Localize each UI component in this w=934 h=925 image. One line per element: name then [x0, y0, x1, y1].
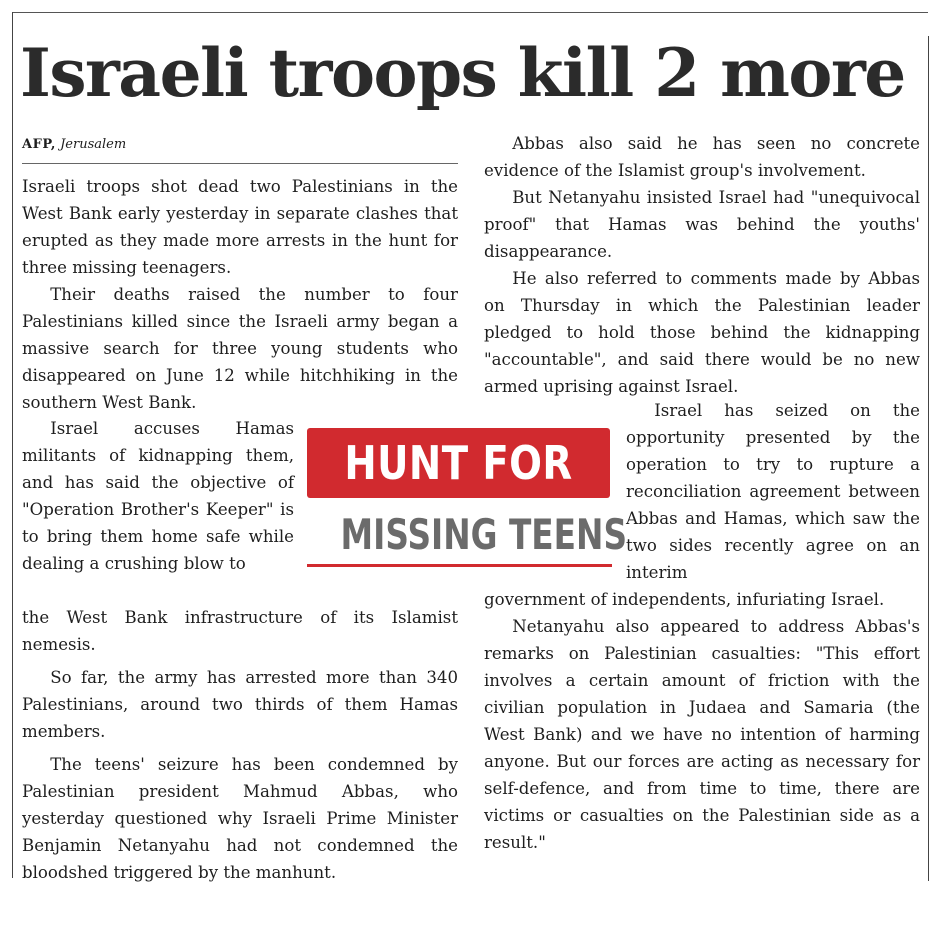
paragraph: Abbas also said he has seen no concrete evidence of the Islamist group's involvement. [484, 134, 920, 180]
byline-place: Jerusalem [60, 137, 127, 152]
right-border-rule [928, 36, 929, 881]
byline [22, 135, 126, 155]
column-1-bottom [22, 604, 458, 886]
byline-divider [22, 163, 458, 164]
left-border-rule [12, 12, 13, 878]
headline: Israeli troops kill 2 more [20, 34, 905, 112]
callout-subtitle: MISSING TEENS [340, 510, 628, 559]
column-2-wrap [626, 397, 920, 586]
paragraph: But Netanyahu insisted Israel had "unequivocal proof" that Hamas was behind the youths' disappearance. [484, 188, 920, 261]
callout-underline [307, 564, 612, 567]
paragraph: Israeli troops shot dead two Palestinians in the West Bank early yesterday in separate clashes that erupted as they made more arrests in the hunt for three missing teenagers. [22, 177, 458, 277]
pull-quote-callout [307, 428, 628, 568]
paragraph: The teens' seizure has been condemned by Palestinian president Mahmud Abbas, who yesterday questioned why Israeli Prime Minister Benjamin Netanyahu had not condemned the bloodshed triggered by the manhunt. [22, 755, 458, 882]
byline-agency: AFP, [22, 137, 56, 152]
paragraph: So far, the army has arrested more than 340 Palestinians, around two thirds of them Hamas members. [22, 668, 458, 741]
column-1-wrap [22, 415, 294, 577]
paragraph: Netanyahu also appeared to address Abbas's remarks on Palestinian casualties: "This effort involves a certain amount of friction with the civilian population in Judaea and Samaria (the West Bank) and we have no intention of harming anyone. But our forces are acting as necessary for self-defence, and from time to time, there are victims or casualties on the Palestinian side as a result." [484, 617, 920, 852]
column-2-bottom [484, 586, 920, 856]
column-2-top [484, 130, 920, 400]
paragraph: Israel has seized on the opportunity presented by the operation to try to rupture a reconciliation agreement between Abbas and Hamas, which saw the two sides recently agree on an interim [626, 401, 920, 582]
paragraph: Their deaths raised the number to four Palestinians killed since the Israeli army began a massive search for three young students who disappeared on June 12 while hitchhiking in the southern West Bank. [22, 285, 458, 412]
callout-title: HUNT FOR [344, 436, 573, 490]
paragraph-continued: government of independents, infuriating Israel. [484, 590, 885, 609]
paragraph-continued: the West Bank infrastructure of its Islamist nemesis. [22, 608, 458, 654]
paragraph: Israel accuses Hamas militants of kidnapping them, and has said the objective of "Operation Brother's Keeper" is to bring them home safe while dealing a crushing blow to [22, 419, 294, 573]
column-1-top [22, 173, 458, 416]
top-border-rule [12, 12, 928, 13]
paragraph: He also referred to comments made by Abbas on Thursday in which the Palestinian leader pledged to hold those behind the kidnapping "accountable", and said there would be no new armed uprising against Israel. [484, 269, 920, 396]
